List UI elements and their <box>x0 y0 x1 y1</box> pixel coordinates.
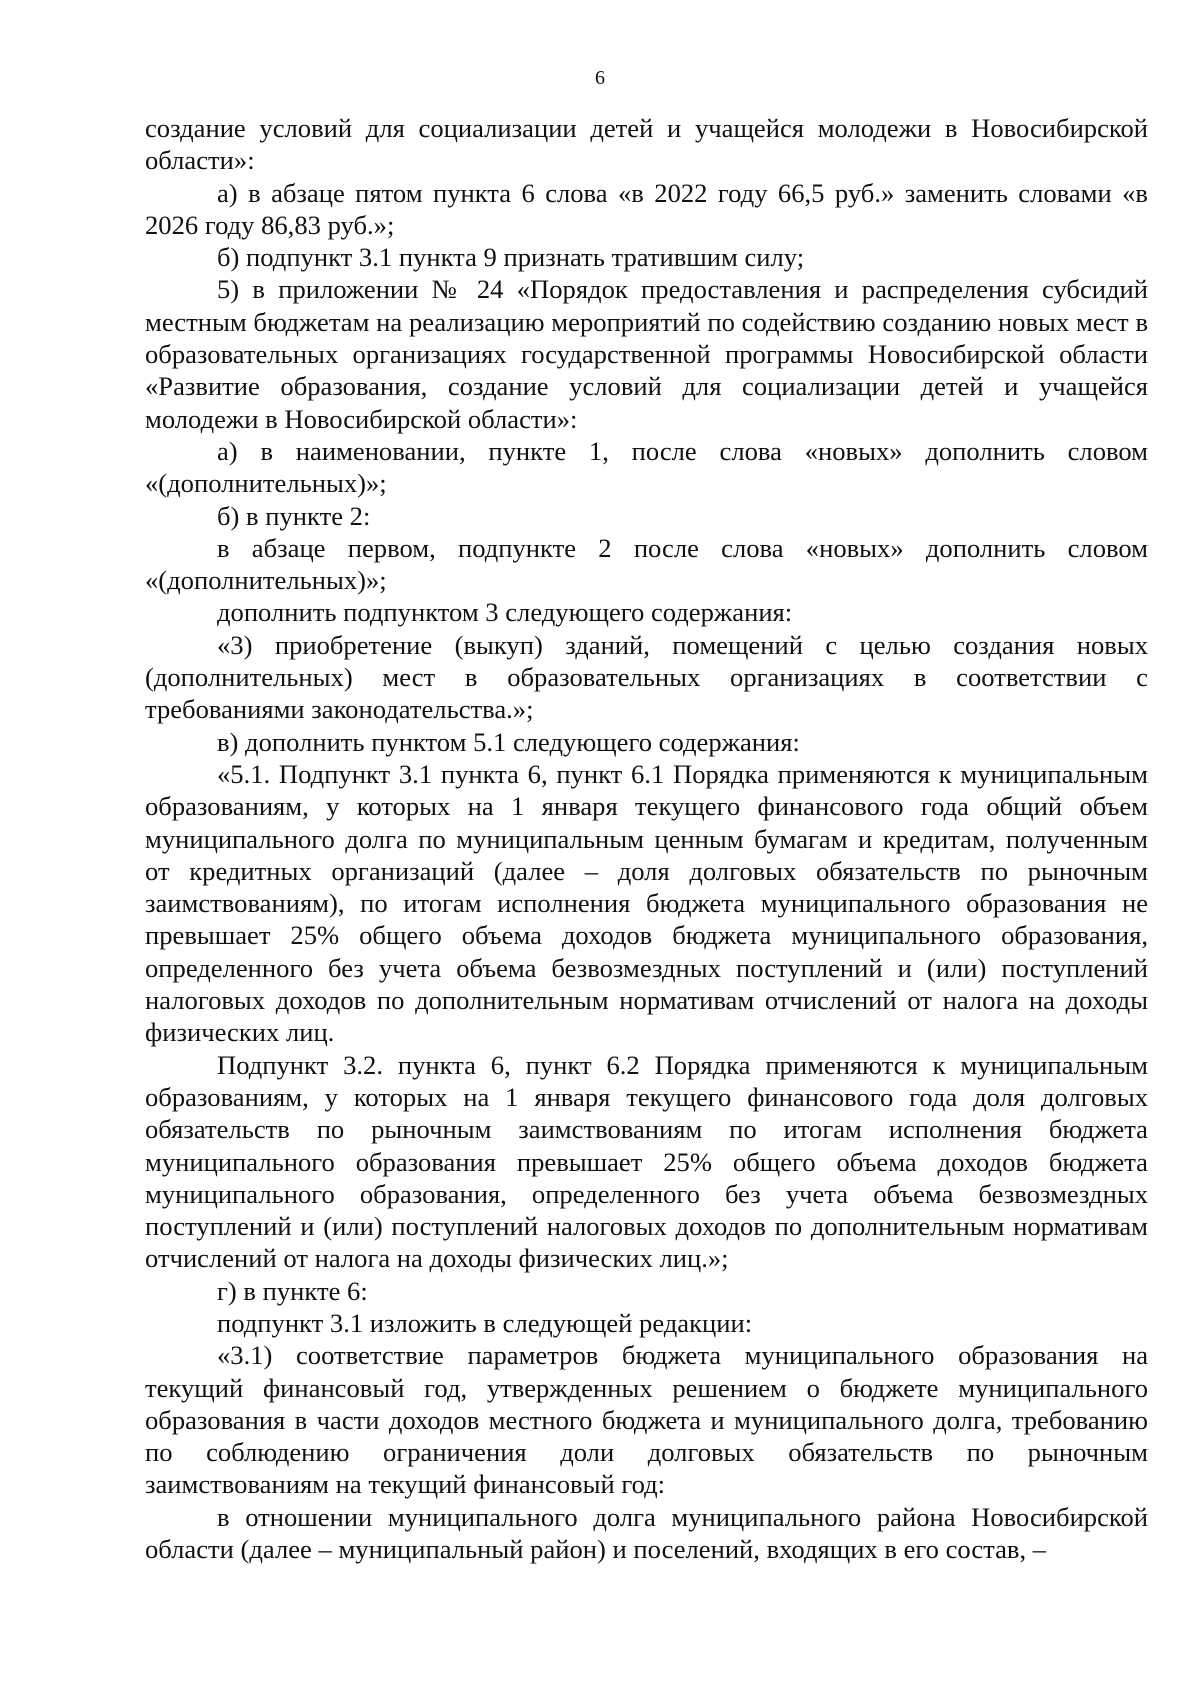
paragraph: б) подпункт 3.1 пункта 9 признать тратившим силу; <box>217 242 805 273</box>
paragraph: создание условий для социализации детей и учащейся молодежи в Новосибирской области»: <box>145 113 1148 176</box>
page-number: 6 <box>595 67 605 89</box>
paragraph: «5.1. Подпункт 3.1 пункта 6, пункт 6.1 Порядка применяются к муниципальным образованиям, у которых на 1 января текущего финансового года общий объем муниципального долга по муниципальным ценным бумагам и кредитам, полученным от кредитных организаций (далее – доля долговых обязательств по рыночным заимствованиям), по итогам исполнения бюджета муниципального образования не превышает 25% общего объема доходов бюджета муниципального образования, определенного без учета объема безвозмездных поступлений и (или) поступлений налоговых доходов по дополнительным нормативам отчислений от налога на доходы физических лиц. <box>145 758 1148 1048</box>
paragraph: подпункт 3.1 изложить в следующей редакции: <box>217 1307 753 1338</box>
paragraph: а) в абзаце пятом пункта 6 слова «в 2022 году 66,5 руб.» заменить словами «в 2026 году 86,83 руб.»; <box>145 177 1148 240</box>
paragraph: Подпункт 3.2. пункта 6, пункт 6.2 Порядка применяются к муниципальным образованиям, у которых на 1 января текущего финансового года доля долговых обязательств по рыночным заимствованиям по итогам исполнения бюджета муниципального образования превышает 25% общего объема доходов бюджета муниципального образования, определенного без учета объема безвозмездных поступлений и (или) поступлений налоговых доходов по дополнительным нормативам отчислений от налога на доходы физических лиц.»; <box>145 1049 1148 1274</box>
paragraph: дополнить подпунктом 3 следующего содержания: <box>217 597 793 628</box>
paragraph: 5) в приложении № 24 «Порядок предоставления и распределения субсидий местным бюджетам на реализацию мероприятий по содействию созданию новых мест в образовательных организациях государственной программы Новосибирской области «Развитие образования, создание условий для социализации детей и учащейся молодежи в Новосибирской области»: <box>145 274 1148 434</box>
paragraph: в отношении муниципального долга муниципального района Новосибирской области (далее – муниципальный район) и поселений, входящих в его состав, – <box>145 1501 1148 1565</box>
paragraph: в абзаце первом, подпункте 2 после слова «новых» дополнить словом «(дополнительных)»; <box>145 532 1148 596</box>
paragraph: «3) приобретение (выкуп) зданий, помещений с целью создания новых (дополнительных) мест в образовательных организациях в соответствии с требованиями законодательства.»; <box>145 629 1148 725</box>
paragraph: а) в наименовании, пункте 1, после слова «новых» дополнить словом «(дополнительных)»; <box>145 435 1148 499</box>
paragraph: г) в пункте 6: <box>217 1275 368 1306</box>
paragraph: в) дополнить пунктом 5.1 следующего содержания: <box>217 726 800 757</box>
document-body <box>145 112 1148 1565</box>
paragraph: «3.1) соответствие параметров бюджета муниципального образования на текущий финансовый год, утвержденных решением о бюджете муниципального образования в части доходов местного бюджета и муниципального долга, требованию по соблюдению ограничения доли долговых обязательств по рыночным заимствованиям на текущий финансовый год: <box>145 1340 1148 1500</box>
paragraph: б) в пункте 2: <box>217 500 371 531</box>
